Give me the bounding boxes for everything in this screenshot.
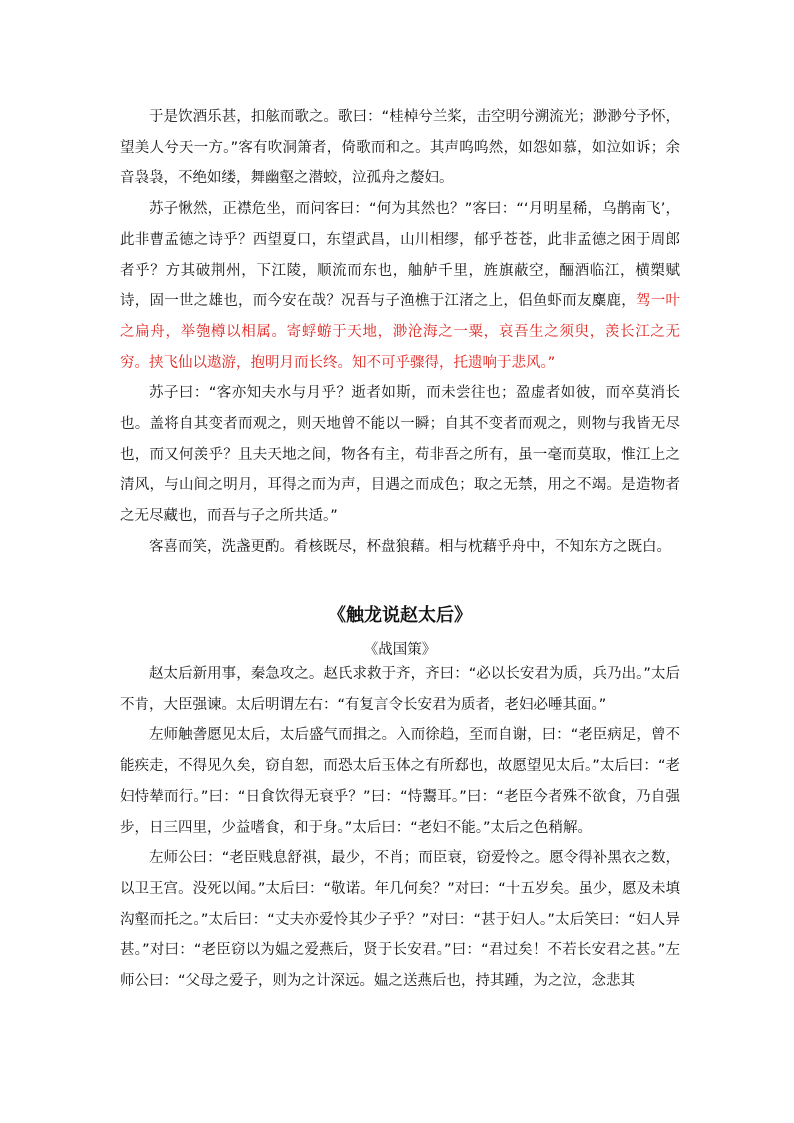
highlighted-text: 驾一叶之扁舟，举匏樽以相属。寄蜉蝣于天地，渺沧海之一粟，哀吾生之须臾，羡长江之无穷。挟飞仙以遨游，抱明月而长终。知不可乎骤得，托遗响于悲风。”: [120, 293, 681, 371]
paragraph-7: 左师公曰：“老臣贱息舒祺，最少，不肖；而臣衰，窃爱怜之。愿令得补黑衣之数，以卫王宫。没死以闻。”太后曰：“敬诺。年几何矣？”对曰：“十五岁矣。虽少，愿及未填沟壑而托之。”太后曰：“丈夫亦爱怜其少子乎？”对曰：“甚于妇人。”太后笑曰：“妇人异甚。”对曰：“老臣窃以为媪之爱燕后，贤于长安君。”曰：“君过矣！不若长安君之甚。”左师公曰：“父母之爱子，则为之计深远。媪之送燕后也，持其踵，为之泣，念悲其: [120, 850, 680, 990]
section-source: 《战国策》: [363, 642, 437, 658]
section-2-body: [120, 659, 680, 997]
document-page: [120, 102, 681, 990]
paragraph-2: [120, 194, 680, 378]
paragraph-2-text: 苏子愀然，正襟危坐，而问客曰：“何为其然也？”客曰：“‘月明星稀，乌鹊南飞’，此非曹孟德之诗乎？西望夏口，东望武昌，山川相缪，郁乎苍苍，此非孟德之困于周郎者乎？方其破荆州，下江陵，顺流而东也，舳舻千里，旌旗蔽空，酾酒临江，横槊赋诗，固一世之雄也，而今安在哉？况吾与子渔樵于江渚之上，侣鱼虾而友麋鹿，: [120, 201, 680, 310]
paragraph-3: 苏子曰：“客亦知夫水与月乎？逝者如斯，而未尝往也；盈虚者如彼，而卒莫消长也。盖将自其变者而观之，则天地曾不能以一瞬；自其不变者而观之，则物与我皆无尽也，而又何羡乎？且夫天地之间，物各有主，苟非吾之所有，虽一毫而莫取，惟江上之清风，与山间之明月，耳得之而为声，目遇之而成色；取之无禁，用之不竭。是造物者之无尽藏也，而吾与子之所共适。”: [120, 385, 680, 525]
paragraph-4: 客喜而笑，洗盏更酌。肴核既尽，杯盘狼藉。相与枕藉乎舟中，不知东方之既白。: [149, 538, 671, 555]
paragraph-1: 于是饮酒乐甚，扣舷而歌之。歌曰：“桂棹兮兰桨，击空明兮溯流光；渺渺兮予怀，望美人兮天一方。”客有吹洞箫者，倚歌而和之。其声呜呜然，如怨如慕，如泣如诉；余音袅袅，不绝如缕，舞幽壑之潜蛟，泣孤舟之嫠妇。: [120, 109, 680, 187]
paragraph-5: 赵太后新用事，秦急攻之。赵氏求救于齐，齐曰：“必以长安君为质，兵乃出。”太后不肯，大臣强谏。太后明谓左右：“有复言令长安君为质者，老妇必唾其面。”: [120, 666, 680, 713]
paragraph-6: 左师触詟愿见太后，太后盛气而揖之。入而徐趋，至而自谢，曰：“老臣病足，曾不能疾走，不得见久矣，窃自恕，而恐太后玉体之有所郄也，故愿望见太后。”太后曰：“老妇恃辇而行。”曰：“日食饮得无衰乎？”曰：“恃鬻耳。”曰：“老臣今者殊不欲食，乃自强步，日三四里，少益嗜食，和于身。”太后曰：“老妇不能。”太后之色稍解。: [120, 727, 680, 836]
section-title: 《触龙说赵太后》: [328, 605, 472, 626]
